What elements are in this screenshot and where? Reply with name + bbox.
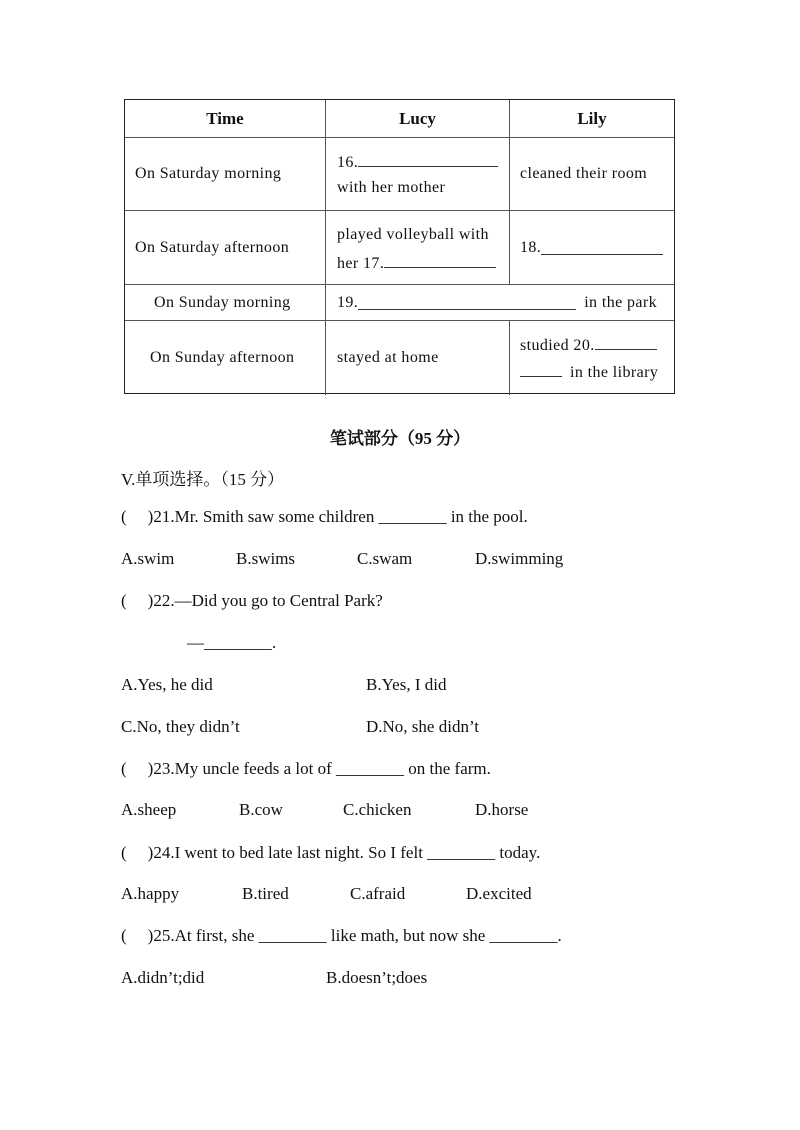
table-row (125, 285, 674, 321)
answer-bracket[interactable]: ( (121, 591, 127, 610)
question-22 (121, 591, 383, 611)
header-lucy: Lucy (326, 100, 510, 137)
answer-blank-20[interactable] (595, 335, 657, 350)
lucy-text: with her mother (337, 179, 446, 196)
item-16-number: 16. (337, 154, 359, 171)
option-b: B.tired (242, 884, 289, 903)
option-b: B.swims (236, 549, 296, 568)
option-d: D.No, she didn’t (366, 717, 480, 736)
merged-cell (326, 285, 674, 320)
time-label: On Saturday afternoon (135, 238, 290, 256)
header-lily: Lily (577, 108, 607, 128)
option-c: C.swam (357, 549, 413, 568)
table-row (125, 321, 674, 395)
answer-blank-19[interactable] (358, 295, 576, 310)
lily-cell (510, 321, 674, 395)
lucy-text: played volleyball with (337, 226, 489, 243)
answer-blank-16[interactable] (358, 152, 498, 167)
header-time: Time (125, 100, 326, 137)
activity-table (124, 99, 675, 394)
question-stem: )22.—Did you go to Central Park? (147, 591, 383, 610)
option-c: C.chicken (343, 800, 412, 819)
option-a: A.Yes, he did (121, 675, 213, 694)
answer-blank-18[interactable] (541, 240, 663, 255)
question-stem: )24.I went to bed late last night. So I felt ________ today. (147, 843, 541, 862)
time-label: On Sunday morning (154, 293, 291, 311)
answer-bracket[interactable]: ( (121, 843, 127, 862)
lucy-text: stayed at home (337, 349, 439, 366)
option-d: D.horse (475, 800, 529, 819)
question-stem: )21.Mr. Smith saw some children ________ in the pool. (147, 507, 528, 526)
time-label: On Sunday afternoon (150, 349, 295, 366)
item-17-label: her 17. (337, 255, 385, 272)
option-d: D.swimming (475, 549, 564, 568)
table-header-row (125, 100, 674, 138)
option-b: B.cow (239, 800, 283, 819)
section-title: 笔试部分（95 分） (329, 429, 471, 448)
option-d: D.excited (466, 884, 532, 903)
lucy-cell (326, 321, 510, 395)
part-title: V.单项选择。（15 分） (121, 470, 285, 489)
item-18-number: 18. (520, 238, 542, 256)
question-21 (121, 507, 528, 527)
answer-bracket[interactable]: ( (121, 926, 127, 945)
time-cell (125, 138, 326, 210)
question-stem: )25.At first, she ________ like math, but now she ________. (147, 926, 562, 945)
answer-bracket[interactable]: ( (121, 507, 127, 526)
lily-text: cleaned their room (520, 165, 648, 182)
table-row (125, 138, 674, 211)
merged-text: in the park (584, 293, 658, 311)
option-c: C.No, they didn’t (121, 717, 240, 736)
option-a: A.happy (121, 884, 180, 903)
question-24 (121, 843, 540, 863)
question-23 (121, 759, 491, 779)
time-cell (125, 321, 326, 395)
item-20-number: studied 20. (520, 337, 595, 354)
lily-cell (510, 211, 674, 284)
answer-blank-17[interactable] (384, 253, 496, 268)
option-a: A.didn’t;did (121, 968, 205, 987)
option-c: C.afraid (350, 884, 406, 903)
time-cell (125, 211, 326, 284)
answer-blank-20-cont[interactable] (520, 362, 562, 377)
lucy-cell (326, 211, 510, 284)
answer-bracket[interactable]: ( (121, 759, 127, 778)
lily-cell (510, 138, 674, 210)
item-19-number: 19. (337, 293, 359, 311)
time-cell (125, 285, 326, 320)
option-a: A.sheep (121, 800, 177, 819)
table-row (125, 211, 674, 285)
option-b: B.Yes, I did (366, 675, 447, 694)
lily-text: in the library (570, 364, 659, 381)
lucy-cell (326, 138, 510, 210)
answer-line: —________. (187, 633, 277, 652)
option-b: B.doesn’t;does (326, 968, 428, 987)
question-25 (121, 926, 562, 946)
question-stem: )23.My uncle feeds a lot of ________ on the farm. (147, 759, 491, 778)
time-label: On Saturday morning (135, 165, 282, 182)
option-a: A.swim (121, 549, 175, 568)
